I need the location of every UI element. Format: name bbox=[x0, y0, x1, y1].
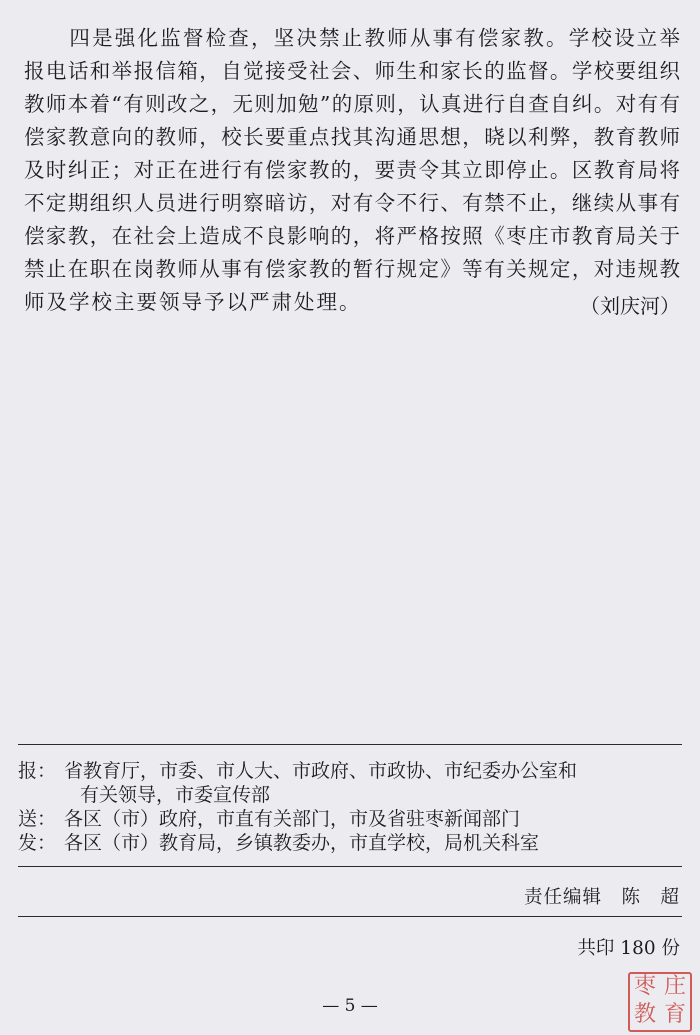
print-count: 共印 180 份 bbox=[577, 938, 680, 959]
distribution-label: 送： bbox=[18, 808, 57, 830]
distribution-text: 省教育厅，市委、市人大、市政府、市政协、市纪委办公室和 bbox=[64, 760, 578, 782]
author-credit: （刘庆河） bbox=[580, 294, 680, 318]
body-line: 禁止在职在岗教师从事有偿家教的暂行规定》等有关规定，对违规教 bbox=[24, 257, 680, 281]
distribution-bottom-rule bbox=[18, 866, 682, 867]
distribution-text: 各区（市）政府，市直有关部门，市及省驻枣新闻部门 bbox=[64, 808, 521, 830]
editor-credit: 责任编辑 陈 超 bbox=[523, 887, 680, 908]
seal-char: 教 bbox=[633, 1002, 656, 1027]
seal-char: 庄 bbox=[663, 974, 686, 999]
editor-rule bbox=[18, 916, 682, 917]
body-line: 教师本着“有则改之，无则加勉”的原则，认真进行自查自纠。对有有 bbox=[24, 92, 680, 116]
page-number: — 5 — bbox=[322, 996, 378, 1016]
distribution-text: 有关领导，市委宣传部 bbox=[80, 784, 271, 806]
body-line: 及时纠正；对正在进行有偿家教的，要责令其立即停止。区教育局将 bbox=[24, 158, 680, 182]
distribution-text: 各区（市）教育局，乡镇教委办，市直学校，局机关科室 bbox=[64, 832, 540, 854]
distribution-label: 发： bbox=[18, 832, 57, 854]
body-line: 报电话和举报信箱，自觉接受社会、师生和家长的监督。学校要组织 bbox=[24, 59, 680, 83]
seal-stamp bbox=[628, 972, 692, 1032]
distribution-top-rule bbox=[18, 744, 682, 745]
seal-char: 枣 bbox=[633, 974, 656, 999]
body-line: 四是强化监督检查，坚决禁止教师从事有偿家教。学校设立举 bbox=[24, 26, 680, 50]
seal-char: 育 bbox=[663, 1002, 686, 1027]
body-line: 偿家教，在社会上造成不良影响的，将严格按照《枣庄市教育局关于 bbox=[24, 224, 680, 248]
body-line: 偿家教意向的教师，校长要重点找其沟通思想，晓以利弊，教育教师 bbox=[24, 125, 680, 149]
body-last-line: 师及学校主要领导予以严肃处理。 bbox=[24, 290, 362, 314]
distribution-label: 报： bbox=[18, 760, 57, 782]
body-line: 不定期组织人员进行明察暗访，对有令不行、有禁不止，继续从事有 bbox=[24, 191, 680, 215]
